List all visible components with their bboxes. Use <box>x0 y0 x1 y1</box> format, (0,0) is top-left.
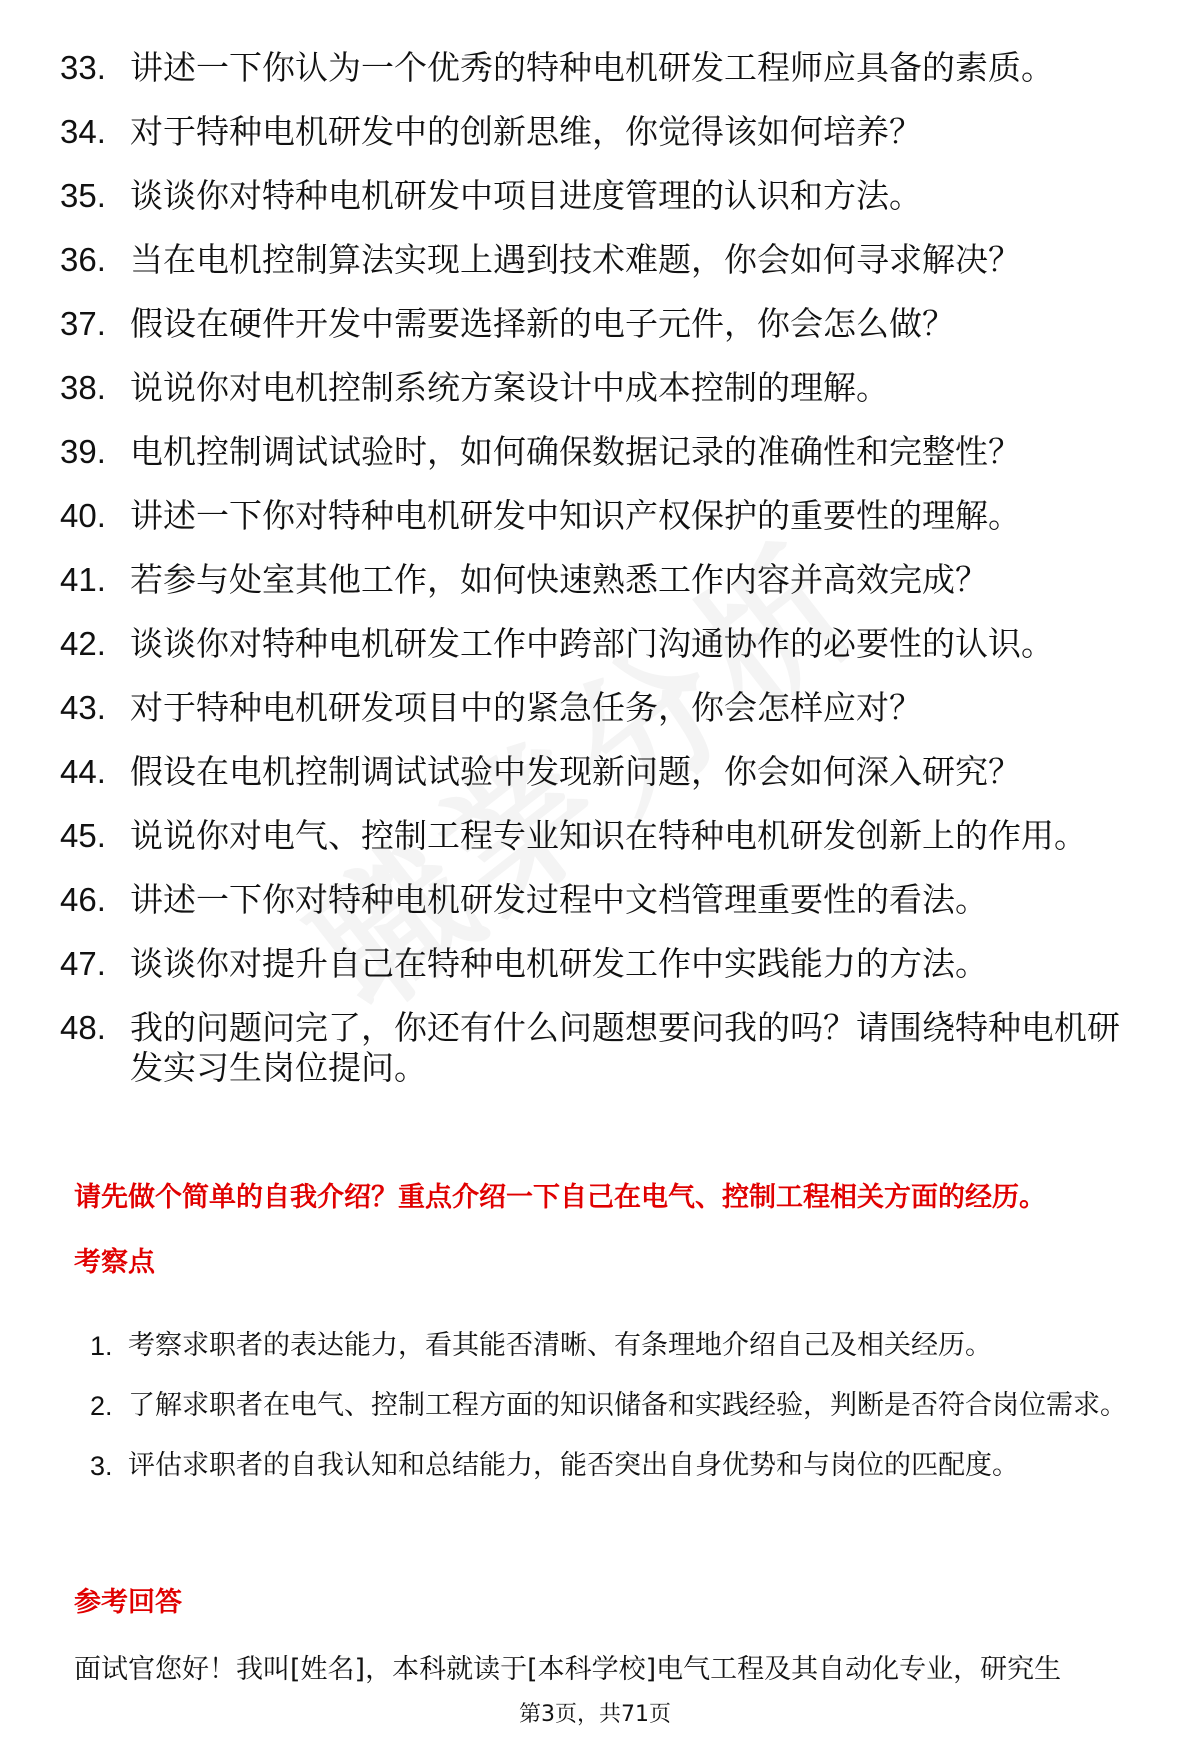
question-item <box>60 48 1150 88</box>
question-number: 46. <box>60 881 106 918</box>
question-number: 35. <box>60 177 106 214</box>
question-number: 39. <box>60 433 106 470</box>
question-text: 说说你对电气、控制工程专业知识在特种电机研发创新上的作用。 <box>130 816 1087 855</box>
question-number: 43. <box>60 689 106 726</box>
question-text: 说说你对电机控制系统方案设计中成本控制的理解。 <box>130 368 889 407</box>
assessment-point <box>90 1316 1160 1376</box>
reference-heading: 参考回答 <box>74 1587 182 1618</box>
question-item <box>60 752 1150 792</box>
question-number: 40. <box>60 497 106 534</box>
question-number: 37. <box>60 305 106 342</box>
question-text: 我的问题问完了，你还有什么问题想要问我的吗？请围绕特种电机研发实习生岗位提问。 <box>130 1008 1120 1087</box>
point-text: 评估求职者的自我认知和总结能力，能否突出自身优势和与岗位的匹配度。 <box>128 1450 1019 1481</box>
question-number: 45. <box>60 817 106 854</box>
page-footer: 第3页，共71页 <box>519 1702 671 1727</box>
question-number: 41. <box>60 561 106 598</box>
question-number: 36. <box>60 241 106 278</box>
question-item <box>60 880 1150 920</box>
question-text: 对于特种电机研发中的创新思维，你觉得该如何培养？ <box>130 112 922 151</box>
point-number: 3. <box>90 1451 113 1481</box>
assessment-point <box>90 1376 1160 1436</box>
question-text: 对于特种电机研发项目中的紧急任务，你会怎样应对？ <box>130 688 922 727</box>
question-number: 47. <box>60 945 106 982</box>
question-number: 44. <box>60 753 106 790</box>
point-number: 2. <box>90 1391 113 1421</box>
question-item <box>60 816 1150 856</box>
question-text: 讲述一下你对特种电机研发中知识产权保护的重要性的理解。 <box>130 496 1021 535</box>
assessment-points <box>90 1316 1160 1496</box>
question-text: 讲述一下你对特种电机研发过程中文档管理重要性的看法。 <box>130 880 988 919</box>
question-text: 谈谈你对提升自己在特种电机研发工作中实践能力的方法。 <box>130 944 988 983</box>
question-text: 当在电机控制算法实现上遇到技术难题，你会如何寻求解决？ <box>130 240 1021 279</box>
question-item <box>60 368 1150 408</box>
question-item <box>60 304 1150 344</box>
featured-question: 请先做个简单的自我介绍？重点介绍一下自己在电气、控制工程相关方面的经历。 <box>74 1182 1046 1213</box>
question-text: 若参与处室其他工作，如何快速熟悉工作内容并高效完成？ <box>130 560 988 599</box>
question-item <box>60 496 1150 536</box>
question-item <box>60 624 1150 664</box>
point-text: 了解求职者在电气、控制工程方面的知识储备和实践经验，判断是否符合岗位需求。 <box>128 1390 1127 1421</box>
question-text: 讲述一下你认为一个优秀的特种电机研发工程师应具备的素质。 <box>130 48 1054 87</box>
question-item <box>60 176 1150 216</box>
question-number: 34. <box>60 113 106 150</box>
question-number: 33. <box>60 49 106 86</box>
question-number: 48. <box>60 1009 106 1046</box>
question-text: 假设在电机控制调试试验中发现新问题，你会如何深入研究？ <box>130 752 1021 791</box>
point-number: 1. <box>90 1331 113 1361</box>
assessment-point <box>90 1436 1160 1496</box>
point-text: 考察求职者的表达能力，看其能否清晰、有条理地介绍自己及相关经历。 <box>128 1330 992 1361</box>
question-item <box>60 240 1150 280</box>
question-list <box>60 48 1150 1112</box>
reference-answer: 面试官您好！我叫[姓名]，本科就读于[本科学校]电气工程及其自动化专业，研究生 <box>74 1654 1062 1685</box>
question-item <box>60 560 1150 600</box>
question-item <box>60 112 1150 152</box>
question-text: 假设在硬件开发中需要选择新的电子元件，你会怎么做？ <box>130 304 955 343</box>
question-item <box>60 688 1150 728</box>
question-text: 谈谈你对特种电机研发中项目进度管理的认识和方法。 <box>130 176 922 215</box>
question-item <box>60 944 1150 984</box>
question-text: 电机控制调试试验时，如何确保数据记录的准确性和完整性？ <box>130 432 1021 471</box>
question-text: 谈谈你对特种电机研发工作中跨部门沟通协作的必要性的认识。 <box>130 624 1054 663</box>
assessment-heading: 考察点 <box>74 1247 155 1278</box>
question-number: 42. <box>60 625 106 662</box>
question-item <box>60 1008 1150 1088</box>
question-number: 38. <box>60 369 106 406</box>
question-item <box>60 432 1150 472</box>
